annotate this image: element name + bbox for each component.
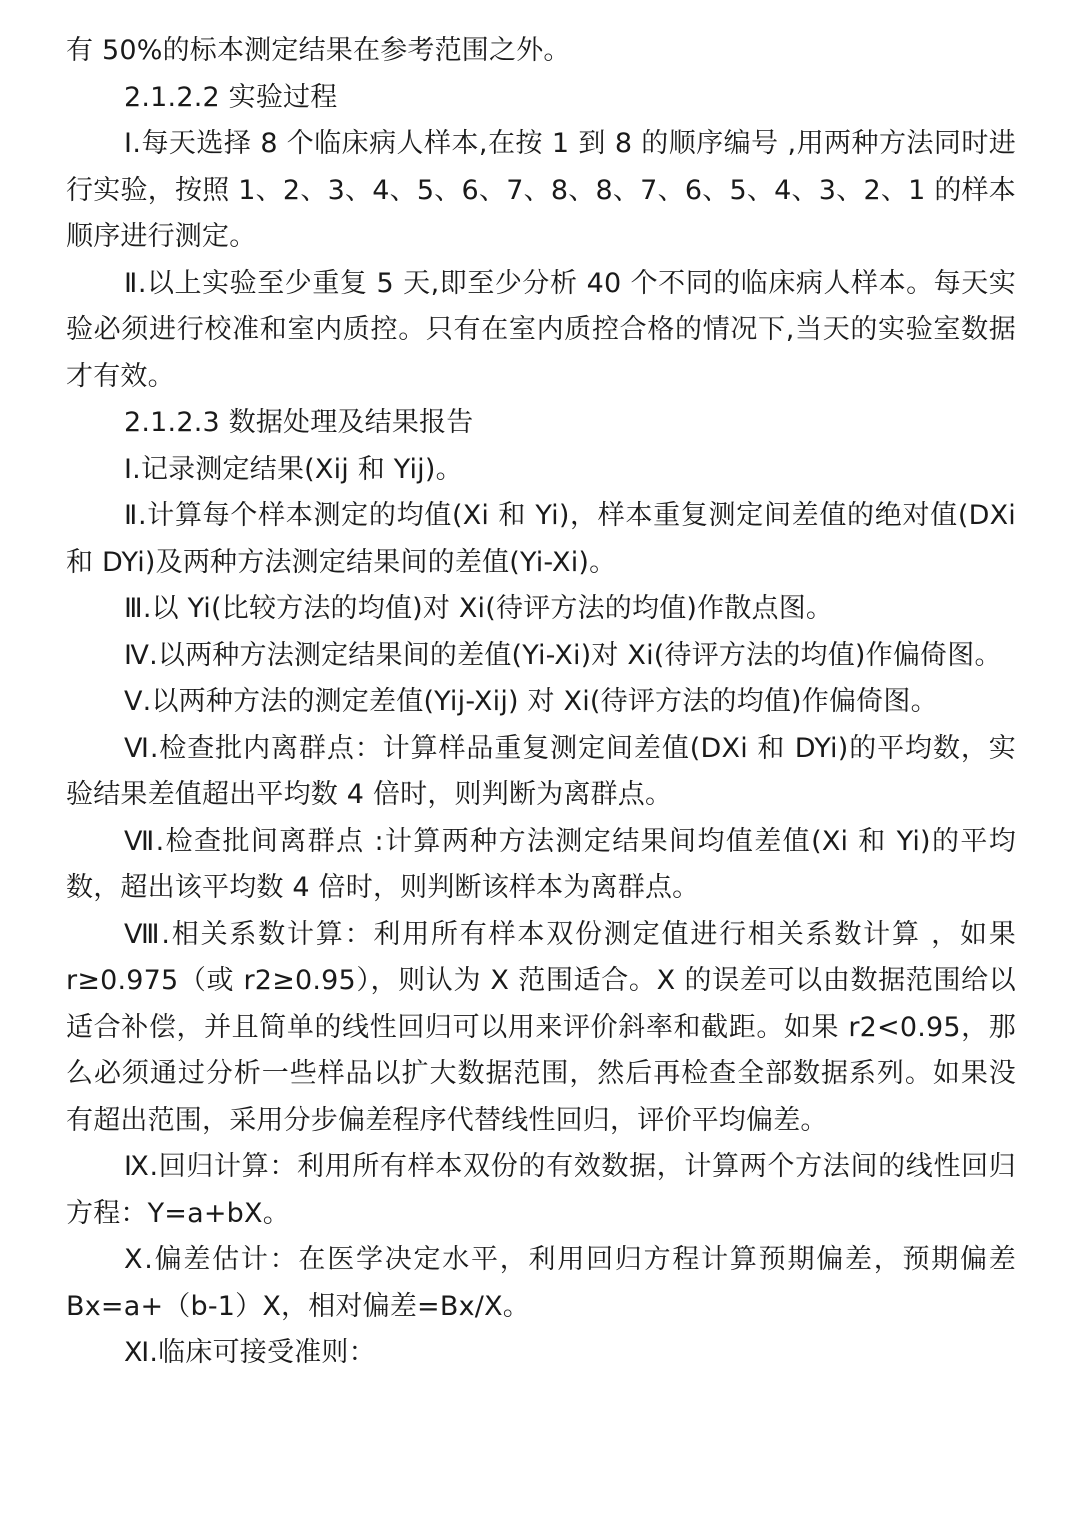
paragraph-data-step-1: Ⅰ.记录测定结果(Xij 和 Yij)。 [124, 453, 463, 485]
paragraph-data-step-10: Ⅹ.偏差估计：在医学决定水平，利用回归方程计算预期偏差，预期偏差 Bx=a+（b-1）X，相对偏差=Bx/X。 [66, 1244, 1016, 1322]
paragraph-procedure-step-2: Ⅱ.以上实验至少重复 5 天,即至少分析 40 个不同的临床病人样本。每天实验必须进行校准和室内质控。只有在室内质控合格的情况下,当天的实验室数据才有效。 [66, 267, 1016, 392]
paragraph-data-step-5: Ⅴ.以两种方法的测定差值(Yij-Xij) 对 Xi(待评方法的均值)作偏倚图。 [124, 686, 938, 717]
paragraph-data-step-9: Ⅸ.回归计算：利用所有样本双份的有效数据，计算两个方法间的线性回归方程：Y=a+bX。 [66, 1151, 1016, 1229]
paragraph-data-step-7: Ⅶ.检查批间离群点 :计算两种方法测定结果间均值差值(Xi 和 Yi)的平均数，超出该平均数 4 倍时，则判断该样本为离群点。 [66, 825, 1016, 903]
paragraph-data-step-6: Ⅵ.检查批内离群点：计算样品重复测定间差值(DXi 和 DYi)的平均数，实验结果差值超出平均数 4 倍时，则判断为离群点。 [66, 732, 1016, 810]
paragraph-data-step-11: Ⅺ.临床可接受准则： [124, 1337, 376, 1368]
paragraph-data-step-3: Ⅲ.以 Yi(比较方法的均值)对 Xi(待评方法的均值)作散点图。 [124, 593, 834, 624]
paragraph-intro-tail: 有 50%的标本测定结果在参考范围之外。 [66, 35, 571, 66]
document-body [66, 28, 1016, 1377]
paragraph-data-step-2: Ⅱ.计算每个样本测定的均值(Xi 和 Yi)，样本重复测定间差值的绝对值(DXi 和 DYi)及两种方法测定结果间的差值(Yi-Xi)。 [66, 500, 1016, 578]
paragraph-procedure-step-1: Ⅰ.每天选择 8 个临床病人样本,在按 1 到 8 的顺序编号 ,用两种方法同时进行实验，按照 1、2、3、4、5、6、7、8、8、7、6、5、4、3、2、1 的样本顺序进行测定。 [66, 128, 1016, 252]
section-heading-2-1-2-3: 2.1.2.3 数据处理及结果报告 [124, 407, 474, 438]
paragraph-data-step-8: Ⅷ.相关系数计算：利用所有样本双份测定值进行相关系数计算 ，如果 r≥0.975（或 r2≥0.95），则认为 X 范围适合。X 的误差可以由数据范围给以适合补偿，并且简单的线性回归可以用来评价斜率和截距。如果 r2<0.95，那么必须通过分析一些样品以扩大数据范围，然后再检查全部数据系列。如果没有超出范围，采用分步偏差程序代替线性回归，评价平均偏差。 [66, 918, 1016, 1136]
section-heading-2-1-2-2: 2.1.2.2 实验过程 [124, 81, 338, 113]
paragraph-data-step-4: Ⅳ.以两种方法测定结果间的差值(Yi-Xi)对 Xi(待评方法的均值)作偏倚图。 [124, 639, 1002, 671]
